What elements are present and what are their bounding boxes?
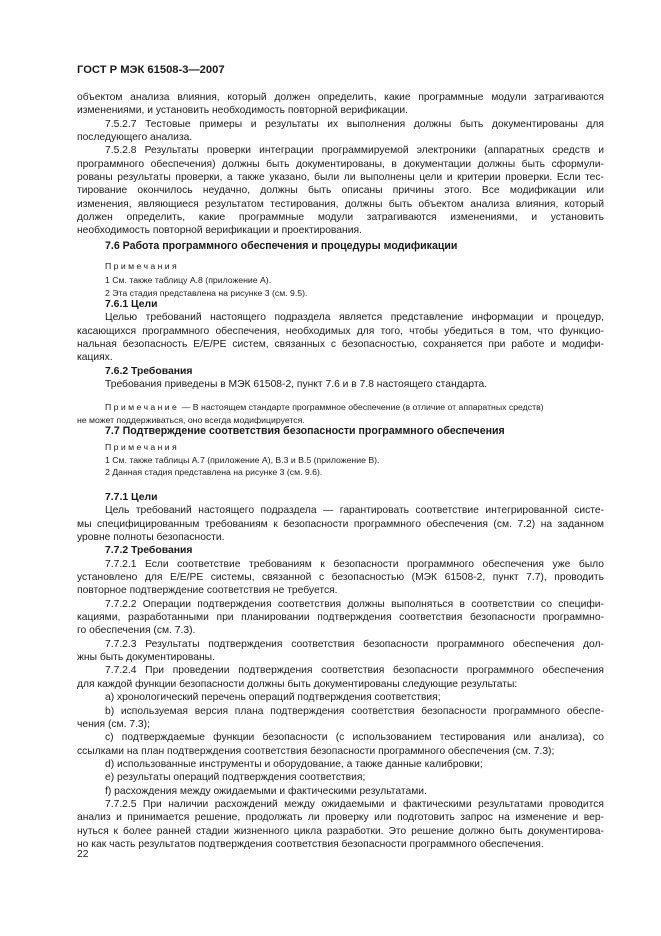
note-label: Примечание: [105, 402, 180, 412]
list-item: f) расхождения между ожидаемыми и фактическими результатами.: [105, 785, 427, 797]
text-line: тирование окончилось неудачно, должны быть описаны причины этого. Все модификации или: [77, 185, 604, 197]
list-item: a) хронологический перечень операций подтверждения соответствия;: [105, 692, 441, 704]
text-line: 7.7.2.1 Если соответствие требованиям к безопасности программного обеспечения уже было: [105, 558, 604, 570]
list-item-continuation: чения (см. 7.3);: [77, 718, 150, 730]
section-heading: 7.6 Работа программного обеспечения и процедуры модификации: [105, 240, 458, 252]
section-heading: 7.7 Подтверждение соответствия безопасности программного обеспечения: [105, 425, 505, 437]
text-line: го обеспечения (см. 7.3).: [77, 625, 196, 637]
list-item: e) результаты операций подтверждения соответствия;: [105, 772, 366, 784]
text-line: но как часть результатов подтверждения соответствия безопасности программного обеспечения.: [77, 838, 544, 850]
subsection-heading: 7.6.2 Требования: [105, 365, 193, 377]
list-item: c) подтверждаемые функции безопасности (с использованием тестирования или анализа), со: [105, 732, 604, 744]
text-line: нуться к более ранней стадии жизненного цикла разработки. Это решение должно быть документирова-: [77, 825, 604, 837]
section-7-7-1: [77, 491, 604, 851]
text-line: установлено для Е/Е/РЕ системы, связанной с безопасностью (МЭК 61508-2, пункт 7.7), проводить: [77, 572, 604, 584]
section-7-6: [77, 240, 604, 253]
text-line: изменения, являющиеся результатом тестирования, должны быть объектом анализа влияния, который: [77, 198, 604, 210]
document-header: ГОСТ Р МЭК 61508-3—2007: [77, 64, 225, 76]
subsection-heading: 7.7.2 Требования: [105, 545, 193, 557]
notes-7-6: [77, 256, 604, 299]
section-7-7: [77, 425, 604, 438]
text-line: жны быть документированы.: [77, 652, 215, 664]
text-line: изменениями, и установить необходимость повторной верификации.: [77, 105, 408, 117]
text-line: должен определить, какие программные модули затрагиваются изменениями, и установить: [77, 212, 604, 224]
text-line: мы специфицированным требованиям к безопасности программного обеспечения (см. 7.2) на заданном: [77, 518, 604, 530]
text-line: 7.7.2.3 Результаты подтверждения соответствия безопасности программного обеспечения дол-: [105, 638, 604, 650]
text-line: анализ и принимается решение, продолжать ли проверку или подготовить запрос на изменение и вер-: [77, 812, 604, 824]
text-line: программного обеспечения) должны быть документированы, в документации должны быть сформули-: [77, 158, 604, 170]
list-item-continuation: ссылками на план подтверждения соответствия безопасности программного обеспечения (см. 7.3);: [77, 745, 555, 757]
text-line: 7.7.2.4 При проведении подтверждения соответствия безопасности программного обеспечения: [105, 665, 604, 677]
text-line: нальная безопасность Е/Е/РЕ систем, связанных с безопасностью, сохраняется при работе и модифи-: [77, 339, 604, 351]
text-line: кациями, разработанными при планировании подтверждения соответствия безопасности программно-: [77, 612, 604, 624]
notes-label: Примечания: [105, 442, 180, 452]
text-line: 7.5.2.7 Тестовые примеры и результаты их выполнения должны быть документированы для: [105, 118, 604, 130]
text-line: касающихся программного обеспечения, необходимых для того, чтобы убедиться в том, что функцио-: [77, 325, 604, 337]
text-line: Требования приведены в МЭК 61508-2, пункт 7.6 и в 7.8 настоящего стандарта.: [105, 379, 488, 391]
subsection-heading: 7.7.1 Цели: [105, 492, 158, 503]
note-7-6-2: [77, 401, 604, 426]
notes-7-7: [77, 441, 604, 479]
section-7-6-1: [77, 298, 604, 391]
text-line: кациях.: [77, 352, 113, 364]
text-line: 7.5.2.8 Результаты проверки интеграции программируемой электроники (аппаратных средств и: [105, 145, 604, 157]
text-line: Цель требований настоящего подраздела — гарантировать соответствие интегрированной систе-: [105, 505, 604, 517]
text-line: последующего анализа.: [77, 132, 193, 144]
text-line: объектом анализа влияния, который должен определить, какие программные модули затрагиваются: [77, 92, 604, 103]
text-line: 7.7.2.5 При наличии расхождений между ожидаемыми и фактическими результатами проводится: [105, 798, 604, 810]
text-line: повторное подтверждение соответствия не требуется.: [77, 585, 338, 597]
notes-label: Примечания: [105, 261, 180, 271]
subsection-heading: 7.6.1 Цели: [105, 299, 158, 310]
text-line: уровне полноты безопасности.: [77, 532, 225, 544]
text-line: рованы результаты проверки, а также указано, были ли выполнены цели и критерии проверки. Если тес-: [77, 172, 604, 184]
note-item: 1 См. также таблицу А.8 (приложение А).: [105, 275, 272, 285]
note-item: 1 См. также таблицы А.7 (приложение А), В.3 и В.5 (приложение В).: [105, 454, 380, 465]
text-line: Целью требований настоящего подраздела является представление информации и процедур,: [105, 312, 604, 324]
note-text: — В настоящем стандарте программное обеспечение (в отличие от аппаратных средств): [179, 402, 544, 412]
list-item: b) используемая версия плана подтверждения соответствия безопасности программного обеспе-: [105, 705, 604, 717]
note-line: не может поддерживаться, оно всегда модифицируется.: [77, 414, 305, 425]
note-line: [77, 401, 604, 414]
text-line: необходимость повторной верификации и проектирования.: [77, 225, 362, 237]
page-number: 22: [77, 849, 89, 860]
text-line: для каждой функции безопасности должны быть документированы следующие результаты:: [77, 678, 518, 690]
paragraph-continuation: [77, 91, 604, 238]
list-item: d) использованные инструменты и оборудование, а также данные калибровки;: [105, 758, 483, 770]
note-item: 2 Эта стадия представлена на рисунке 3 (см. 9.5).: [105, 287, 308, 298]
text-line: 7.7.2.2 Операции подтверждения соответствия должны выполняться в соответствии со специфи-: [105, 598, 604, 610]
note-item: 2 Данная стадия представлена на рисунке 3 (см. 9.6).: [105, 467, 323, 478]
